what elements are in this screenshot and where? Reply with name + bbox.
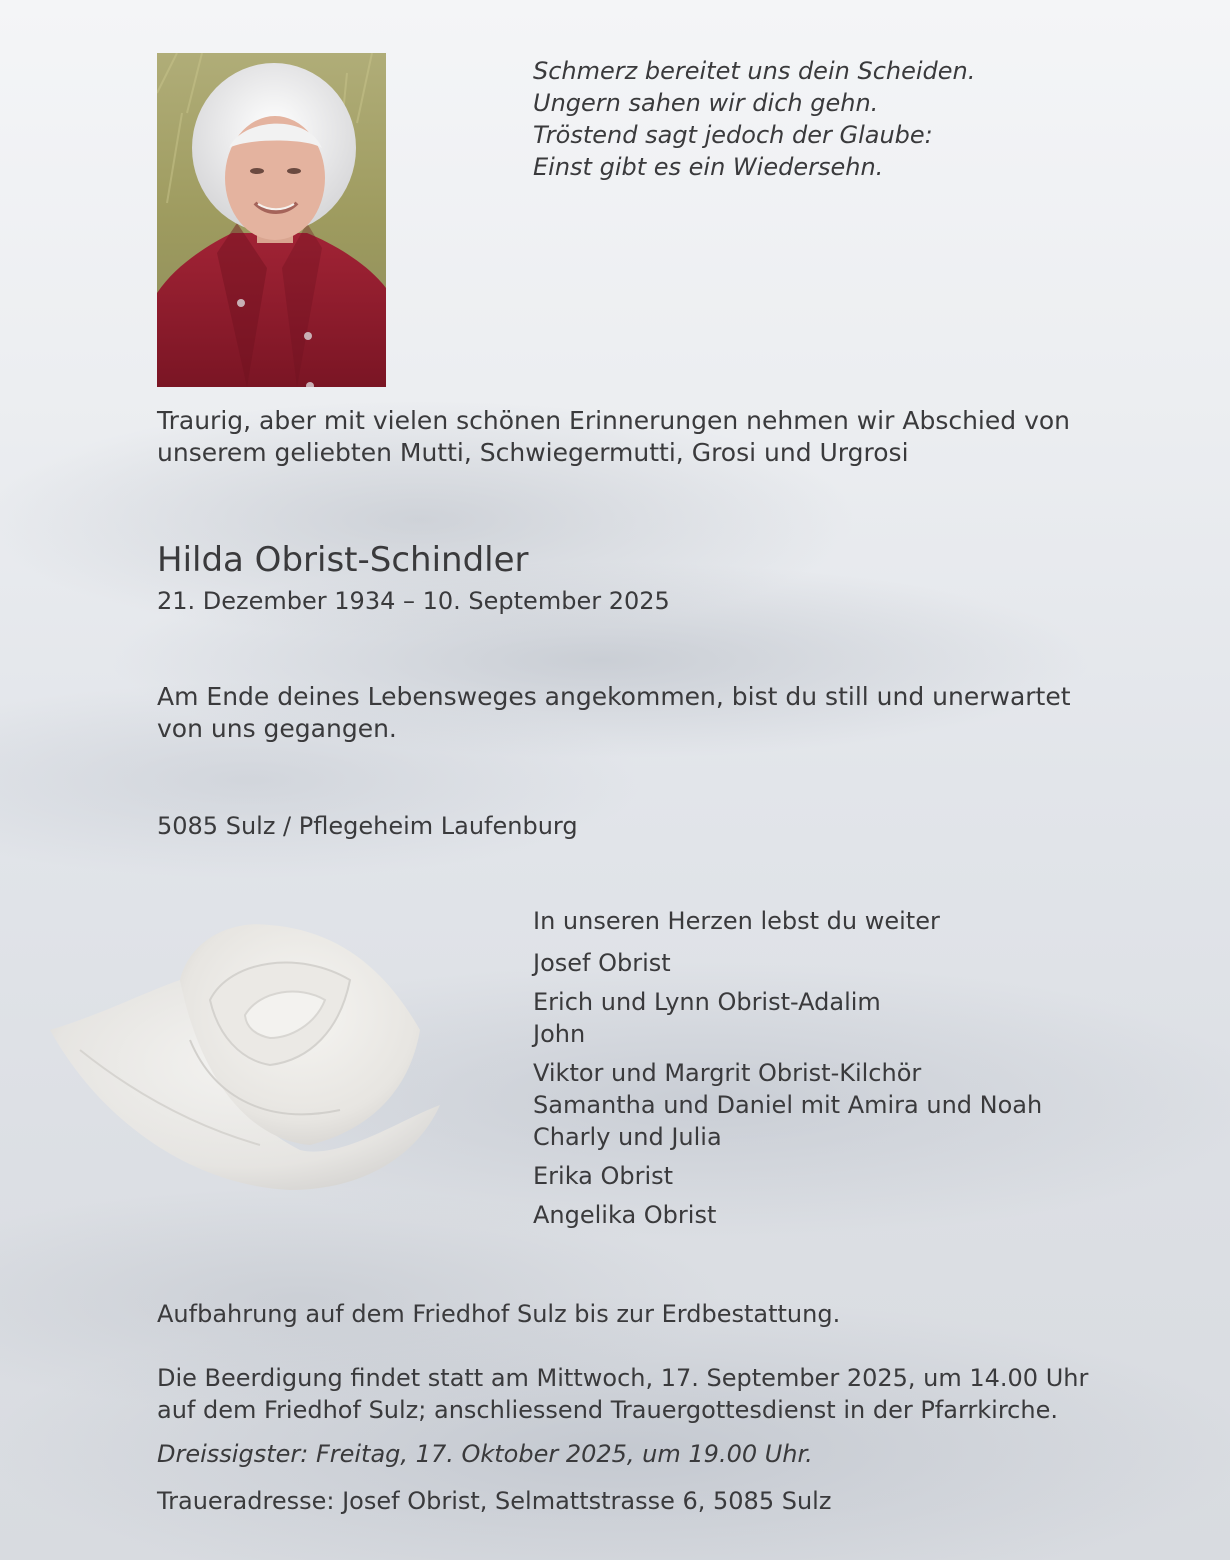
white-rose-illustration: [40, 920, 460, 1200]
intro-line: unserem geliebten Mutti, Schwiegermutti, Grosi und Urgrosi: [157, 438, 909, 467]
portrait-photo: [157, 53, 386, 387]
rose-icon: [40, 920, 460, 1200]
life-dates: 21. Dezember 1934 – 10. September 2025: [157, 587, 670, 615]
family-group: [533, 947, 1042, 979]
intro-line: Traurig, aber mit vielen schönen Erinnerungen nehmen wir Abschied von: [157, 406, 1071, 435]
family-heading: In unseren Herzen lebst du weiter: [533, 907, 940, 935]
deceased-name: Hilda Obrist-Schindler: [157, 540, 529, 580]
family-member: Charly und Julia: [533, 1123, 722, 1151]
burial-line: Die Beerdigung findet statt am Mittwoch, 17. September 2025, um 14.00 Uhr: [157, 1364, 1089, 1392]
family-member: Viktor und Margrit Obrist-Kilchör: [533, 1059, 922, 1087]
family-group: [533, 1199, 1042, 1231]
thirtieth-mass-info: Dreissigster: Freitag, 17. Oktober 2025, um 19.00 Uhr.: [157, 1440, 813, 1468]
verse-line: Einst gibt es ein Wiedersehn.: [533, 153, 884, 181]
passage-text: [157, 681, 1071, 745]
family-member: Erika Obrist: [533, 1162, 674, 1190]
family-member: John: [533, 1020, 586, 1048]
verse-line: Ungern sahen wir dich gehn.: [533, 89, 879, 117]
family-member: Erich und Lynn Obrist-Adalim: [533, 988, 881, 1016]
family-list: [533, 905, 1042, 1238]
mourning-address: Traueradresse: Josef Obrist, Selmattstrasse 6, 5085 Sulz: [157, 1487, 832, 1515]
passage-line: von uns gegangen.: [157, 714, 397, 743]
intro-text: [157, 405, 1070, 469]
portrait-illustration: [157, 53, 386, 387]
family-member: Samantha und Daniel mit Amira und Noah: [533, 1091, 1043, 1119]
burial-info: [157, 1362, 1088, 1426]
burial-line: auf dem Friedhof Sulz; anschliessend Trauergottesdienst in der Pfarrkirche.: [157, 1396, 1058, 1424]
passage-line: Am Ende deines Lebensweges angekommen, bist du still und unerwartet: [157, 682, 1071, 711]
location: 5085 Sulz / Pflegeheim Laufenburg: [157, 812, 578, 840]
verse: [533, 55, 975, 183]
family-member: Josef Obrist: [533, 949, 671, 977]
family-group: [533, 1160, 1042, 1192]
verse-line: Tröstend sagt jedoch der Glaube:: [533, 121, 933, 149]
family-member: Angelika Obrist: [533, 1201, 717, 1229]
family-group: [533, 1057, 1042, 1153]
viewing-info: Aufbahrung auf dem Friedhof Sulz bis zur Erdbestattung.: [157, 1300, 841, 1328]
family-group: [533, 986, 1042, 1050]
verse-line: Schmerz bereitet uns dein Scheiden.: [533, 57, 976, 85]
